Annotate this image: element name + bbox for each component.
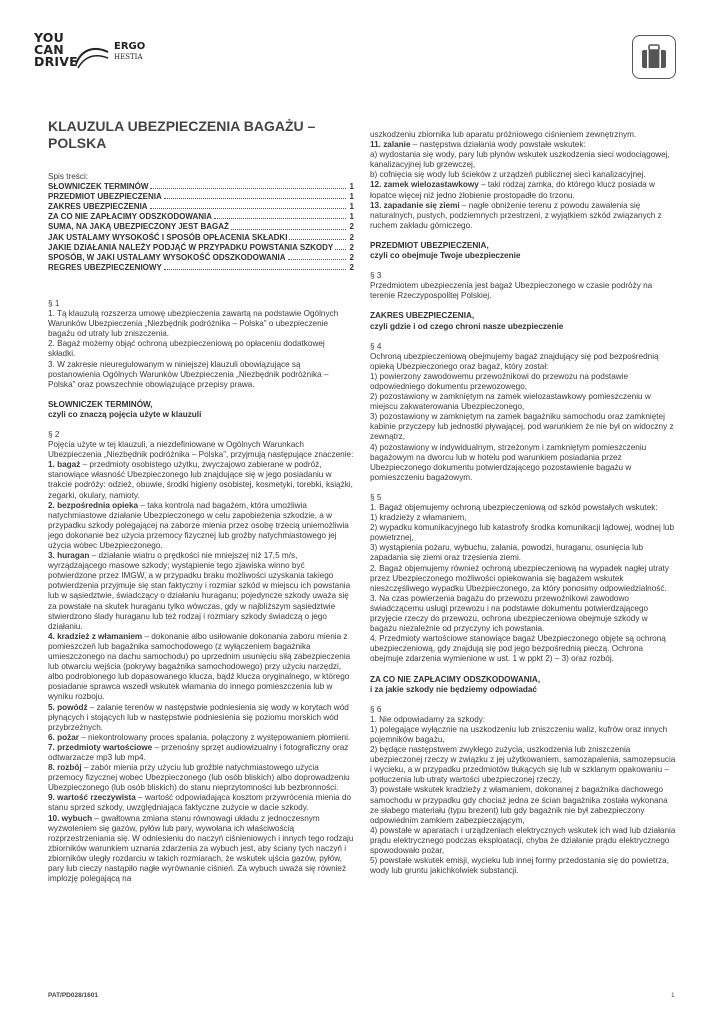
definition-text: – następstwa działania wody powstałe wskutek: [410, 140, 586, 150]
document-code: PAT/PD028/1601 [48, 992, 98, 999]
list-item: 2) pozostawiony w zamkniętym na zamek wielozastawkowy pomieszczeniu w miejscu zakwaterowania Ubezpieczonego, [370, 392, 651, 412]
definition-item [48, 743, 354, 763]
list-item: 4) powstałe w aparatach i urządzeniach elektrycznych wskutek ich wad lub działania prądu elektrycznego podczas eksploatacji, chyba że działanie prądu elektrycznego spowodowało pożar, [370, 825, 676, 855]
left-column [48, 118, 354, 884]
toc-item-page: 2 [349, 242, 354, 252]
table-of-contents [48, 182, 354, 273]
definition-text: – zalanie terenów w następstwie podniesienia się wody w korytach wód płynących i stojących lub w następstwie podniesienia się poziomu morskich wód przybrzeżnych. [48, 702, 349, 732]
definition-item [48, 793, 354, 813]
definition-text: – przedmioty osobistego użytku, zwyczajowo zabierane w podróż, stanowiące własność Ubezpieczonego lub znajdujące się w jego posiadaniu w trakcie podróży: odzież, obuwie, środki higieny osobistej, kosmetyki, torebki, książki, zegarki, okulary, namioty. [48, 460, 353, 500]
toc-item[interactable] [48, 212, 354, 222]
toc-item[interactable] [48, 253, 354, 263]
definition-term: 5. powódź [48, 702, 88, 712]
subject-heading: PRZEDMIOT UBEZPIECZENIA, [370, 240, 489, 250]
list-item: 3) wystąpienia pożaru, wybuchu, zalania, powodzi, huraganu, osunięcia lub zapadania się ziemi oraz trzęsienia ziemi. [370, 543, 644, 563]
toc-item[interactable] [48, 233, 354, 243]
definition-text: – gwałtowna zmiana stanu równowagi układu z jednoczesnym wyzwoleniem się gazów, pyłów lub pary, wywołana ich właściwością rozprzestrzeniania się. W odniesieniu do naczyń ciśnieniowych i innych tego rodzaju zbiorników warunkiem uznania zdarzenia za wybuch jest, aby ściany tych naczyń i zbiorników uległy rozdarciu w takich rozmiarach, że wskutek ujścia gazów, pyłów, pary lub cieczy nastąpiło nagłe wyrównanie ciśnień. Za wybuch uważa się również implozję polegającą na [48, 813, 354, 884]
paragraph: Przedmiotem ubezpieczenia jest bagaż Ubezpieczonego w czasie podróży na terenie Rzeczypospolitej Polskiej. [370, 281, 653, 301]
toc-item-label: PRZEDMIOT UBEZPIECZENIA [48, 192, 162, 202]
definition-term: 4. kradzież z włamaniem [48, 631, 143, 641]
paragraph: uszkodzeniu zbiornika lub aparatu próżniowego ciśnieniem zewnętrznym. [370, 130, 637, 139]
definition-text: – działanie wiatru o prędkości nie mniejszej niż 17,5 m/s, wyrządzającego masowe szkody; wystąpienie tego zjawiska winno być potwierdzone przez IMGW, a w przypadku braku możliwości uzyskania takiego potwierdzenia przyjmuje się stan faktyczny i rozmiar szkód w miejscu ich powstania lub w sąsiedztwie, świadczący o działaniu huraganu; pojedyncze szkody uważa się za powstałe na skutek huraganu tylko wówczas, gdy w najbliższym sąsiedztwie stwierdzono ślady huraganu lub też rodzaj i rozmiary szkody świadczą o jego działaniu. [48, 551, 351, 631]
definition-item [370, 180, 676, 200]
toc-item[interactable] [48, 243, 354, 253]
toc-item-label: ZA CO NIE ZAPŁACIMY ODSZKODOWANIA [48, 212, 212, 222]
list-item: 1) polegające wyłącznie na uszkodzeniu lub zniszczeniu waliz, kufrów oraz innych pojemników bagażu, [370, 724, 668, 744]
definition-item [48, 733, 354, 743]
toc-item-label: ZAKRES UBEZPIECZENIA [48, 202, 148, 212]
list-item: 4) pozostawiony w indywidualnym, strzeżonym i zamkniętym pomieszczeniu bagażowym na dworcu lub w hotelu pod warunkiem posiadania przez Ubezpieczonego dokumentu potwierdzającego pozostawienie bagażu w pomieszczeniu bagażowym. [370, 442, 647, 482]
dictionary-subheading: czyli co znaczą pojęcia użyte w klauzuli [48, 409, 202, 419]
hestia-brand: HESTIA [114, 53, 143, 61]
section-1-heading: § 1 [48, 298, 60, 308]
definition-text: – nagłe obniżenie terenu z powodu zawalenia się naturalnych, pustych, podziemnych przestrzeni, z wyjątkiem szkód związanych z ruchem zakładu górniczego. [370, 200, 662, 230]
toc-item[interactable] [48, 182, 354, 192]
toc-leader [288, 253, 347, 260]
exclusions-subheading: i za jakie szkody nie będziemy odpowiadać [370, 684, 537, 694]
toc-leader [231, 222, 346, 229]
definition-text: – taka kontrola nad bagażem, która umożliwia natychmiastowe działanie Ubezpieczonego w celu zapobieżenia szkodzie, a w przypadku szkody polegającej na zaborze mienia przez osobę trzecią uniemożliwia jego dokonanie bez użycia przemocy fizycznej lub groźby natychmiastowego jej użycia wobec Ubezpieczonego. [48, 500, 349, 550]
definition-item [48, 814, 354, 885]
definition-term: 7. przedmioty wartościowe [48, 742, 153, 752]
list-item: 1) powierzony zawodowemu przewoźnikowi do przewozu na podstawie odpowiedniego dokumentu przewozowego, [370, 371, 629, 391]
toc-leader [289, 233, 346, 240]
definition-term: 1. bagaż [48, 460, 81, 470]
section-6-heading: § 6 [370, 704, 382, 714]
paragraph: 2. Bagaż objemujemy również ochroną ubezpieczeniową na wypadek nagłej utraty przez Ubezpieczonego możliwości opiekowania się bagażem wskutek nieszczęśliwego wypadku Ubezpieczonego, za który ponosimy odpowiedzialność. [370, 563, 670, 593]
list-item: 1) kradzieży z włamaniem, [370, 513, 467, 523]
definition-text: – taki rodzaj zamka, do którego klucz posiada w łopatce więcej niż jedno żłobienie prostopadłe do trzonu. [370, 180, 655, 200]
section-4-heading: § 4 [370, 341, 382, 351]
definition-text: – niekontrolowany proces spalania, połączony z występowaniem płomieni. [78, 732, 351, 742]
logo-line-3: DRIVE [34, 54, 78, 69]
definition-item [370, 140, 676, 150]
definition-term: 9. wartość rzeczywista [48, 793, 136, 803]
toc-leader [150, 182, 346, 189]
toc-item[interactable] [48, 263, 354, 273]
section-3-heading: § 3 [370, 271, 382, 281]
suitcase-icon [633, 36, 675, 78]
toc-item-page: 1 [349, 182, 354, 192]
definition-item [48, 551, 354, 632]
toc-item-page: 2 [349, 262, 354, 272]
toc-item[interactable] [48, 222, 354, 232]
paragraph: 3. Na czas powierzenia bagażu do przewozu przewoźnikowi zawodowo świadczącemu usługi przewozu i na podstawie dokumentu potwierdzającego przyjęcie rzeczy do przewozu, ochrona ubezpieczeniowa obejmuje szkody w bagażu niezależnie od przyczyny ich powstania. [370, 593, 649, 634]
list-item: 3) powstałe wskutek kradzieży z włamaniem, dokonanej z bagażnika dachowego samochodu w przypadku gdy chociaż jedna ze ścian bagażnika została wykonana ze słabego materiału (typu brezent) lub gdy bagażnik nie był zabezpieczony odpowiednim zamkiem zabezpieczającym, [370, 785, 668, 825]
exclusions-heading: ZA CO NIE ZAPŁACIMY ODSZKODOWANIA, [370, 674, 541, 684]
toc-item-page: 1 [349, 202, 354, 212]
section-5-heading: § 5 [370, 492, 382, 502]
definition-text: – dokonanie albo usiłowanie dokonania zaboru mienia z pomieszczeń lub bagażnika samochodowego (z wyłączeniem bagażnika umieszczonego na dachu samochodu) po uprzednim usunięciu siłą zabezpieczenia lub otwarciu wejścia (pokrywy bagażnika samochodowego) przy użyciu narzędzi, albo podrobionego lub dopasowanego klucza, bądź klucza oryginalnego, w którego posiadanie sprawca wszedł wskutek włamania do innego pomieszczenia lub w wyniku rozboju. [48, 631, 351, 702]
list-item: 2) będące następstwem zwykłego zużycia, uszkodzenia lub zniszczenia ubezpieczonej rzeczy w związku z jej użytkowaniem, samozapalenia, samozepsucia i wycieku, a w przypadku przedmiotów tłukących się lub w szklanym opakowaniu – potłuczenia lub utraty wartości ubezpieczonej rzeczy, [370, 745, 676, 785]
toc-item-label: JAK USTALAMY WYSOKOŚĆ I SPOSÓB OPŁACENIA SKŁADKI [48, 232, 288, 242]
paragraph: 4. Przedmioty wartościowe stanowiące bagaż Ubezpieczonego objęte są ochroną ubezpieczeniową, gdy znajdują się pod jego bezpośrednią pieczą. Ochrona obejmuje zdarzenia wymienione w ust. 1 w ppkt 2) – 3) oraz rozbój. [370, 634, 666, 664]
paragraph: 1. Bagaż objemujemy ochroną ubezpieczeniową od szkód powstałych wskutek: [370, 503, 658, 512]
toc-item-page: 2 [349, 252, 354, 262]
definition-item [48, 460, 354, 500]
definition-term: 6. pożar [48, 732, 79, 742]
paragraph: 1. Nie odpowiadamy za szkody: [370, 714, 486, 724]
toc-leader [214, 212, 346, 219]
paragraph: Ochroną ubezpieczeniową obejmujemy bagaż znajdujący się pod bezpośrednią opieką Ubezpieczonego oraz bagaż, który został: [370, 351, 659, 371]
list-item: 5) powstałe wskutek emisji, wycieku lub innej formy przedostania się do powietrza, wody lub gruntu jakichkolwiek substancji. [370, 856, 669, 876]
logo-line-2: CAN [34, 42, 64, 57]
toc-leader [164, 192, 346, 199]
paragraph: 3. W zakresie nieuregulowanym w niniejszej klauzuli obowiązujące są postanowienia Ogólnych Warunków Ubezpieczenia „Niezbędnik podróżnika – Polska” oraz powszechnie obowiązujące przepisy prawa. [48, 359, 329, 389]
you-can-drive-logo [34, 32, 154, 84]
document-title: KLAUZULA UBEZPIECZENIA BAGAŻU – POLSKA [48, 118, 316, 151]
list-item: 2) wypadku komunikacyjnego lub katastrofy środka komunikacji lądowej, wodnej lub powietrznej, [370, 523, 675, 543]
scope-heading: ZAKRES UBEZPIECZENIA, [370, 311, 475, 321]
definition-item [48, 703, 354, 733]
toc-item[interactable] [48, 192, 354, 202]
definition-term: 10. wybuch [48, 813, 93, 823]
toc-leader [335, 243, 346, 250]
ergo-brand: ERGO [114, 41, 146, 52]
definition-item [48, 501, 354, 551]
toc-leader [164, 263, 346, 270]
list-item: b) cofnięcia się wody lub ścieków z urządzeń publicznej sieci kanalizacyjnej. [370, 170, 646, 180]
right-column [370, 130, 676, 876]
toc-leader [150, 202, 346, 209]
definition-item [48, 763, 354, 793]
subject-subheading: czyli co obejmuje Twoje ubezpieczenie [370, 251, 521, 261]
dictionary-heading: SŁOWNICZEK TERMINÓW, [48, 399, 153, 409]
page-number: 1 [671, 992, 675, 999]
luggage-icon [632, 35, 676, 79]
definition-text: – wartość odpowiadająca kosztom przywrócenia mienia do stanu sprzed szkody, uwzględniająca faktyczne zużycie w dacie szkody. [48, 793, 352, 813]
definition-term: 2. bezpośrednia opieka [48, 500, 139, 510]
logo-swirl-icon [74, 44, 110, 70]
toc-item-page: 2 [349, 232, 354, 242]
definition-text: – zabór mienia przy użyciu lub groźbie natychmiastowego użycia przemocy fizycznej wobec Ubezpieczonego (lub osób bliskich) albo doprowadzeniu Ubezpieczonego (lub osób bliskich) do stanu nieprzytomności lub bezbronności. [48, 763, 350, 793]
definition-term: 12. zamek wielozastawkowy [370, 180, 479, 190]
definition-text: – przenośny sprzęt audiowizualny i fotograficzny oraz odtwarzacze mp3 lub mp4. [48, 742, 349, 762]
definition-item [48, 632, 354, 703]
paragraph: Pojęcia użyte w tej klauzuli, a niezdefiniowane w Ogólnych Warunkach Ubezpieczenia „Niezbędnik podróżnika – Polska”, przyjmują następujące znaczenie: [48, 440, 354, 460]
definition-term: 8. rozbój [48, 763, 82, 773]
logo-wordmark [34, 32, 78, 68]
toc-heading: Spis treści: [48, 172, 89, 181]
logo-line-1: YOU [34, 30, 64, 45]
paragraph: 1. Tą klauzulą rozszerza umowę ubezpieczenia zawartą na podstawie Ogólnych Warunków Ubezpieczenia „Niezbędnik podróżnika – Polska” o ubezpieczenie bagażu od utraty lub zniszczenia. [48, 309, 339, 339]
toc-item-label: SUMA, NA JAKĄ UBEZPIECZONY JEST BAGAŻ [48, 222, 229, 232]
toc-item-page: 1 [349, 192, 354, 202]
definition-term: 3. huragan [48, 551, 90, 561]
definition-item [370, 201, 676, 231]
section-2-heading: § 2 [48, 429, 60, 439]
toc-item-page: 2 [349, 222, 354, 232]
toc-item-label: JAKIE DZIAŁANIA NALEŻY PODJĄĆ W PRZYPADKU POWSTANIA SZKODY [48, 242, 334, 252]
scope-subheading: czyli gdzie i od czego chroni nasze ubezpieczenie [370, 321, 564, 331]
toc-item-label: REGRES UBEZPIECZENIOWY [48, 262, 162, 272]
definition-term: 13. zapadanie się ziemi [370, 200, 460, 210]
definition-term: 11. zalanie [370, 140, 411, 150]
toc-item[interactable] [48, 202, 354, 212]
list-item: 3) pozostawiony w zamkniętym na zamek bagażniku samochodu oraz zamkniętej kabinie przyczepy lub jednostki pływającej, pod warunkiem że nie był on widoczny z zewnątrz, [370, 412, 674, 442]
list-item: a) wydostania się wody, pary lub płynów wskutek uszkodzenia sieci wodociągowej, kanalizacyjnej lub grzewczej, [370, 150, 670, 170]
paragraph: 2. Bagaż możemy objąć ochroną ubezpieczeniową po opłaceniu dodatkowej składki. [48, 339, 325, 359]
toc-item-page: 1 [349, 212, 354, 222]
toc-item-label: SŁOWNICZEK TERMINÓW [48, 182, 149, 192]
toc-item-label: SPOSÓB, W JAKI USTALAMY WYSOKOŚĆ ODSZKODOWANIA [48, 252, 286, 262]
